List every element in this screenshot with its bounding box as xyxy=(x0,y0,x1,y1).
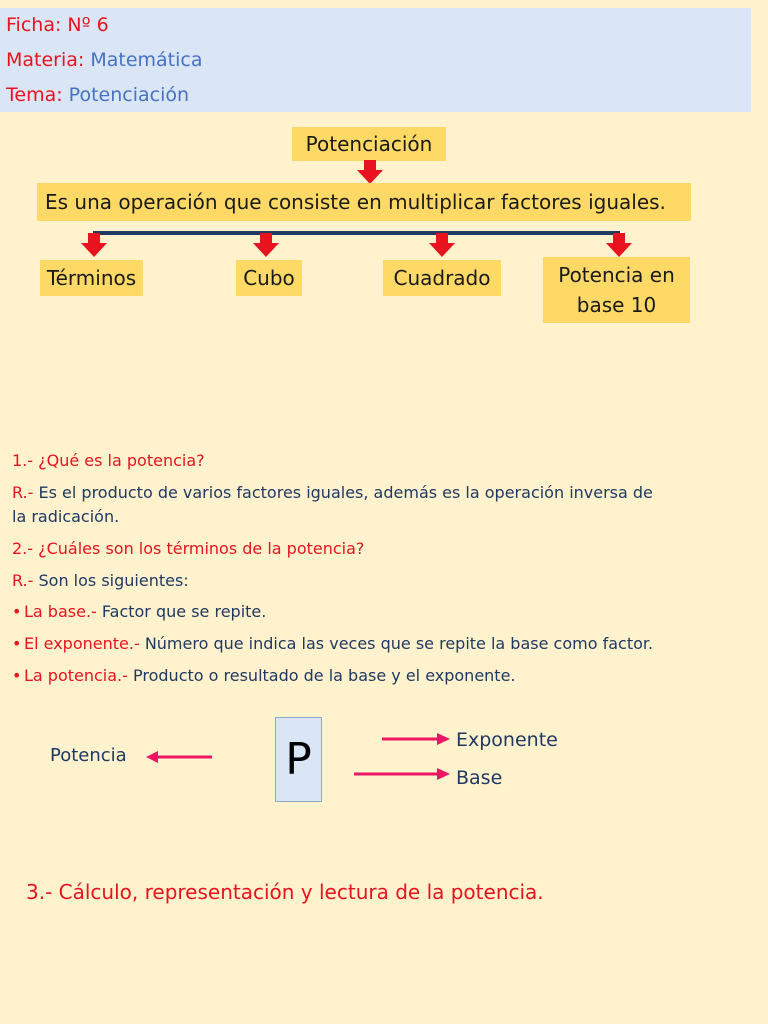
ficha-value: Nº 6 xyxy=(67,14,109,36)
bullet-item xyxy=(12,666,516,685)
concept-title-box xyxy=(292,127,446,161)
down-arrow-icon xyxy=(604,233,634,259)
bullet-desc: Número que indica las veces que se repite la base como factor. xyxy=(144,634,654,653)
answer-2-text: Son los siguientes: xyxy=(38,571,189,590)
potencia-label: Potencia xyxy=(50,745,127,766)
answer-1 xyxy=(12,483,653,502)
tema-value: Potenciación xyxy=(68,84,190,106)
tema-line xyxy=(6,84,189,106)
definition-text: Es una operación que consiste en multiplicar factores iguales. xyxy=(45,190,666,214)
bullet-icon: • xyxy=(12,666,22,685)
exponente-label: Exponente xyxy=(456,729,558,751)
ficha-label: Ficha: xyxy=(6,14,62,36)
header-panel xyxy=(0,8,751,112)
answer-1-line2: la radicación. xyxy=(12,507,120,526)
bullet-icon: • xyxy=(12,602,22,621)
bullet-item xyxy=(12,634,653,653)
right-arrow-icon xyxy=(352,766,452,782)
concept-title: Potenciación xyxy=(305,132,433,156)
bullet-desc: Producto o resultado de la base y el exponente. xyxy=(133,666,516,685)
bullet-term: El exponente.- xyxy=(24,634,140,653)
branch-potencia-line1: Potencia en xyxy=(558,263,675,287)
tema-label: Tema: xyxy=(6,84,63,106)
bullet-desc: Factor que se repite. xyxy=(101,602,267,621)
answer-label: R.- xyxy=(12,483,34,502)
question-1: 1.- ¿Qué es la potencia? xyxy=(12,451,205,470)
down-arrow-icon xyxy=(427,233,457,259)
bullet-item xyxy=(12,602,266,621)
branch-cuadrado xyxy=(383,260,501,296)
branch-potencia-line2: base 10 xyxy=(576,293,657,317)
down-arrow-icon xyxy=(79,233,109,259)
base-label: Base xyxy=(456,767,503,789)
branch-potencia-base-10 xyxy=(543,257,690,323)
bullet-term: La base.- xyxy=(24,602,97,621)
answer-1-line1: Es el producto de varios factores iguales, además es la operación inversa de xyxy=(38,483,653,502)
question-3: 3.- Cálculo, representación y lectura de la potencia. xyxy=(26,880,544,904)
branch-terminos-label: Términos xyxy=(46,266,137,290)
connector-line xyxy=(93,231,620,235)
bullet-icon: • xyxy=(12,634,22,653)
materia-line xyxy=(6,49,203,71)
materia-label: Materia: xyxy=(6,49,85,71)
answer-label: R.- xyxy=(12,571,34,590)
definition-box xyxy=(37,183,691,221)
power-symbol: P xyxy=(285,734,312,785)
bullet-term: La potencia.- xyxy=(24,666,128,685)
answer-2 xyxy=(12,571,189,590)
power-symbol-box xyxy=(275,717,322,802)
right-arrow-icon xyxy=(380,731,452,747)
branch-terminos xyxy=(40,260,143,296)
down-arrow-icon xyxy=(251,233,281,259)
ficha-line xyxy=(6,14,109,36)
branch-cuadrado-label: Cuadrado xyxy=(393,266,491,290)
question-2: 2.- ¿Cuáles son los términos de la potencia? xyxy=(12,539,365,558)
branch-cubo-label: Cubo xyxy=(243,266,295,290)
branch-cubo xyxy=(236,260,302,296)
materia-value: Matemática xyxy=(90,49,203,71)
left-arrow-icon xyxy=(144,749,214,765)
